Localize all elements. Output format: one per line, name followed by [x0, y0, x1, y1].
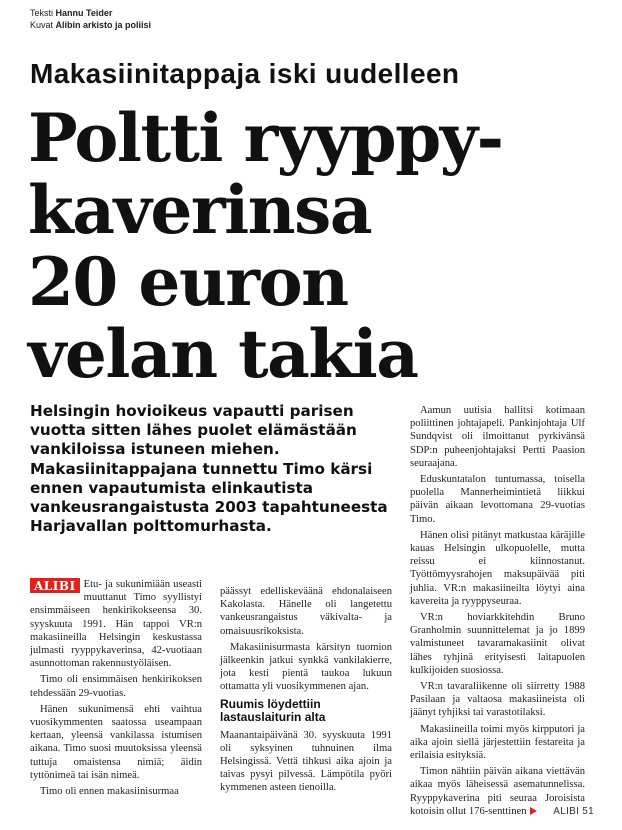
column-1-paragraph: Timo oli ensimmäisen henkirikoksen tehdessään 29-vuotias.: [30, 674, 202, 699]
column-1: [30, 578, 202, 801]
photo-credit-source: Alibin arkisto ja poliisi: [55, 19, 152, 30]
page-folio: ALIBI 51: [553, 806, 594, 817]
headline: Poltti ryyppy- kaverinsa 20 euron velan takia: [28, 99, 503, 393]
kicker: Makasiinitappaja iski uudelleen: [30, 58, 460, 89]
column-1-paragraph: [30, 578, 202, 670]
column-1-paragraph: Timo oli ennen makasiinisurmaa: [40, 786, 179, 798]
column-3-paragraph: Makasiineilla toimi myös kirpputori ja aika ajoin siellä järjestettiin festareita ja erilaisia esityksiä.: [410, 723, 585, 762]
column-3-paragraph: VR:n hoviarkkitehdin Bruno Granholmin suunnittelemat ja jo 1899 valmistuneet tavaramakasiinit olivat lähes tyhjinä erityisesti laitapuolen kulkijoiden suosiossa.: [410, 612, 585, 676]
lead-paragraph: Helsingin hovioikeus vapautti parisen vuotta sitten lähes puolet elämästään vankiloissa istuneen miehen. Makasiinitappajana tunnettu Timo kärsi ennen vapautumista elinkautista vankeusrangaistusta 2003 tapahtuneesta Harjavallan polttomurhasta.: [30, 402, 388, 536]
alibi-logo: ALIBI: [30, 578, 80, 593]
column-1-paragraph: Hänen sukunimensä ehti vaihtua vuosikymmenten saatossa useampaan kertaan, yleensä vankilassa istumisen aikana. Timo suosi muutoksissa yleensä tuttuja omaistensa nimiä; äidin tyttönimeä tai isän nimeä.: [30, 703, 202, 781]
column-3-paragraph: VR:n tavaraliikenne oli siirretty 1988 Pasilaan ja valtaosa makasiineista oli jäänyt tyhjiksi tai varastotilaksi.: [410, 681, 585, 719]
paragraph-text: Etu- ja sukunimiään useasti muuttanut Timo syyllistyi ensimmäiseen henkirikokseensa 30. syyskuuta 1991. Hän tappoi VR:n makasiineilla Helsingin keskustassa julmasti ryyppykaverinsa, 42-vuotiaan asunnottoman rakennustyöläisen.: [30, 579, 202, 670]
credits: [30, 8, 151, 31]
column-3-paragraph: Aamun uutisia hallitsi kotimaan poliittinen johtajapeli. Pankinjohtaja Ulf Sundqvist oli ilmoittanut pyrkivänsä SDP:n puheenjohtajaksi Pertti Paasion seuraajana.: [410, 405, 585, 469]
continue-arrow-icon: [530, 807, 537, 815]
photo-credit: [30, 20, 151, 32]
text-credit-author: Hannu Teider: [55, 8, 113, 18]
column-2: [220, 585, 392, 798]
photo-credit-label: Kuvat: [30, 19, 54, 30]
paragraph-text: Timon nähtiin päivän aikana viettävän aikaa myös läheisessä asematunnelissa. Ryyppykaverina piti seuraa Joroisista kotoisin ollut 176-senttinen: [410, 766, 585, 817]
column-2-paragraph: päässyt edelliskeväänä ehdonalaiseen Kakolasta. Hänelle oli langetettu vankeusrangaistus väkivalta- ja omaisuusrikoksista.: [220, 586, 392, 637]
text-credit-label: Teksti: [30, 8, 54, 18]
text-credit: [30, 8, 151, 20]
column-2-paragraph: Maanantaipäivänä 30. syyskuuta 1991 oli syksyinen tuhnuinen ilma Helsingissä. Vettä tihkusi aika ajoin ja taivas pysyi pilvessä. Lämpötila pyöri kymmenen asteen tienoilla.: [220, 729, 392, 794]
column-3-paragraph: Hänen olisi pitänyt matkustaa käräjille kauas Helsingin ulkopuolelle, mutta reissu ei kiinnostanut. Työttömyysrahojen maksupäivää piti juhlia. VR:n makasiineilta löytyi aina kavereita ja ryyppyseuraa.: [410, 529, 585, 607]
column-2-paragraph: Makasiinisurmasta kärsityn tuomion jälkeenkin jatkui synkkä vankilakierre, jota kesti pientä taukoa lukuun ottamatta yli vuosikymmenen ajan.: [220, 641, 392, 693]
column-3-paragraph: Eduskuntatalon tuntumassa, toisella puolella Mannerheimintietä liikkui päivän aikaan levottomana 29-vuotias Timo.: [410, 474, 585, 525]
column-3: [410, 404, 585, 821]
subheading: Ruumis löydettiin lastauslaiturin alta: [220, 696, 326, 725]
